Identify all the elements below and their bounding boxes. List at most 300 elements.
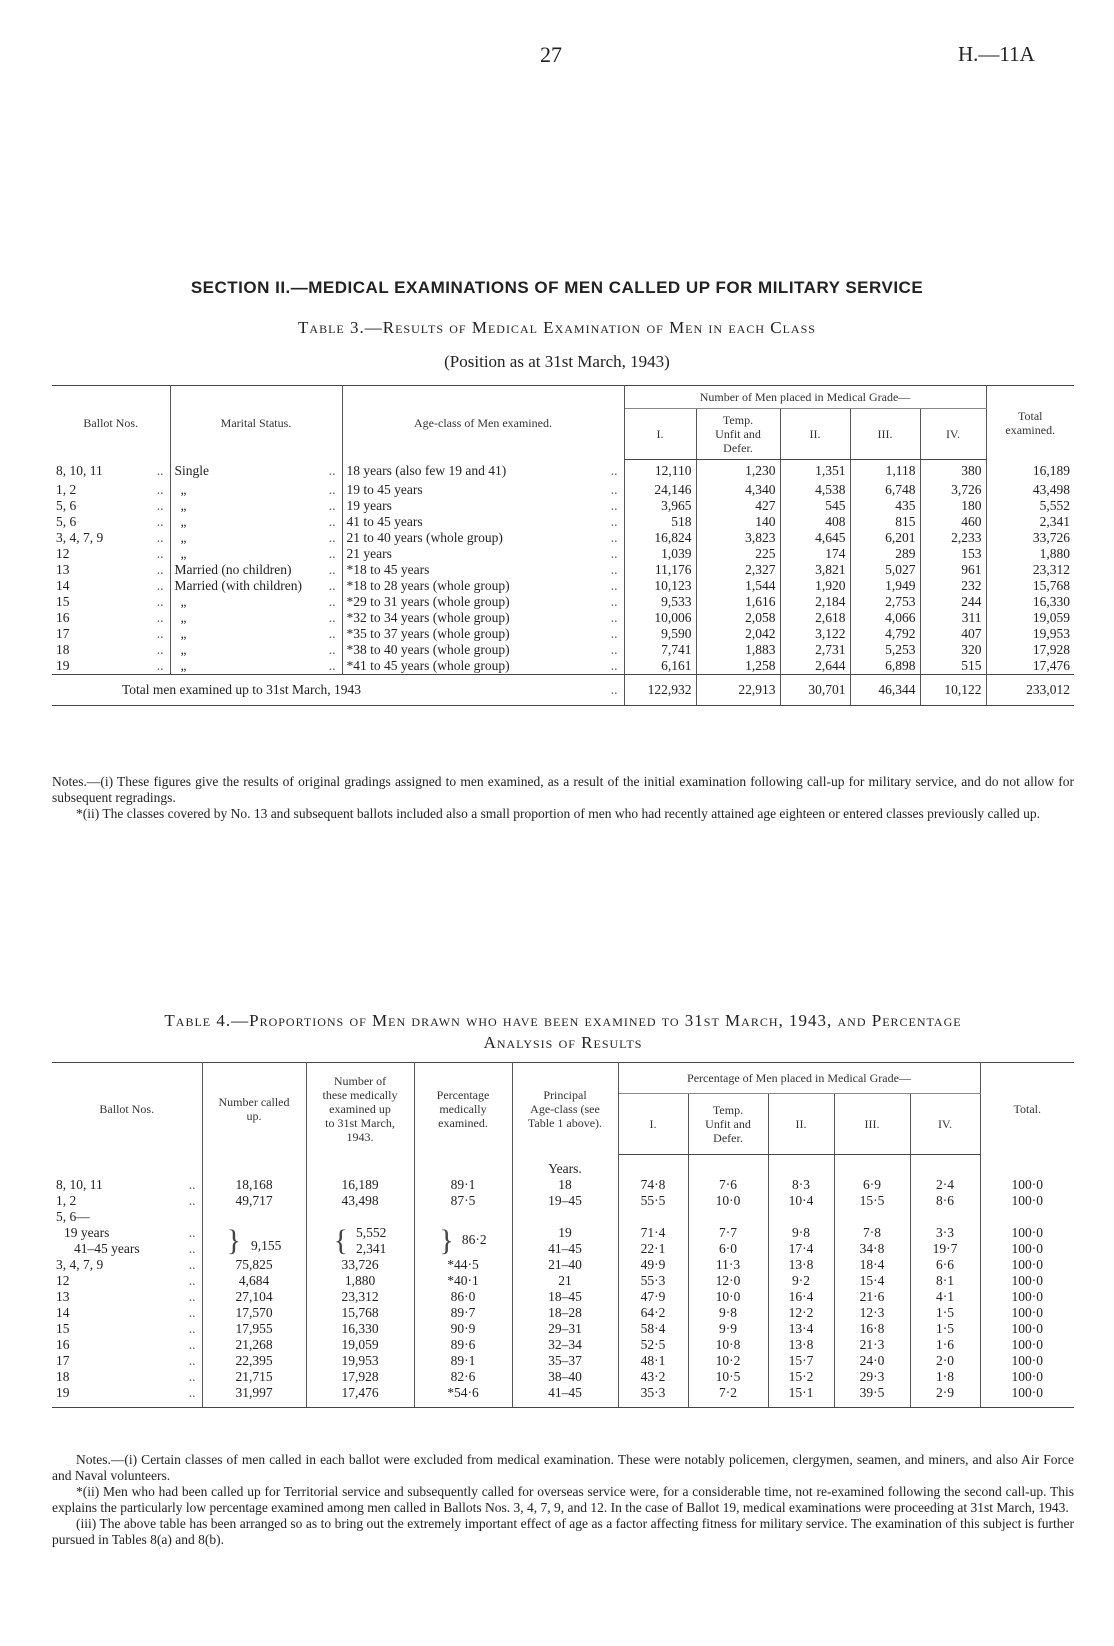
t4-temp-cell: 10·0 xyxy=(688,1289,768,1305)
table-row-group-label xyxy=(52,1209,1074,1225)
t3-temp-cell: 1,616 xyxy=(696,594,780,610)
t3-ballot-cell: 1, 2 .. xyxy=(52,482,170,498)
t4-header-ballot: Ballot Nos. xyxy=(52,1063,202,1155)
t3-g3-cell: 5,253 xyxy=(850,642,920,658)
t3-g4-cell: 407 xyxy=(920,626,986,642)
table-row xyxy=(52,1385,1074,1408)
t4-header-temp: Temp. Unfit and Defer. xyxy=(688,1094,768,1155)
t3-header-g1: I. xyxy=(624,409,696,460)
t3-temp-cell: 1,544 xyxy=(696,578,780,594)
t4-percentage-cell: 87·5 xyxy=(414,1193,512,1209)
t4-ballot-cell: 5, 6— xyxy=(52,1209,202,1225)
t3-g2-cell: 4,645 xyxy=(780,530,850,546)
t3-g1-cell: 10,123 xyxy=(624,578,696,594)
t3-marital-cell: Married (with children) .. xyxy=(170,578,342,594)
t3-g4-cell: 961 xyxy=(920,562,986,578)
t4-g1-cell: 55·3 xyxy=(618,1273,688,1289)
table-row xyxy=(52,1225,1074,1241)
t3-total-temp: 22,913 xyxy=(696,674,780,705)
t3-total-g2: 30,701 xyxy=(780,674,850,705)
t3-temp-cell: 2,327 xyxy=(696,562,780,578)
t4-g2-cell: 15·7 xyxy=(768,1353,834,1369)
t4-percentage-cell: } 86·2 xyxy=(414,1225,512,1257)
t3-ballot-cell: 14 .. xyxy=(52,578,170,594)
t3-g1-cell: 518 xyxy=(624,514,696,530)
t4-temp-cell: 9·9 xyxy=(688,1321,768,1337)
t3-marital-cell: „ .. xyxy=(170,514,342,530)
t4-percentage-cell: *44·5 xyxy=(414,1257,512,1273)
table-row xyxy=(52,498,1074,514)
t4-ballot-cell: 18 .. xyxy=(52,1369,202,1385)
t3-header-g4: IV. xyxy=(920,409,986,460)
t3-marital-cell: Married (no children) .. xyxy=(170,562,342,578)
t4-g4-cell: 1·5 xyxy=(910,1321,980,1337)
t3-g2-cell: 2,618 xyxy=(780,610,850,626)
t3-g4-cell: 180 xyxy=(920,498,986,514)
t4-percentage-cell: *54·6 xyxy=(414,1385,512,1408)
t3-age-cell: *38 to 40 years (whole group) .. xyxy=(342,642,624,658)
t3-ballot-cell: 5, 6 .. xyxy=(52,498,170,514)
t3-age-cell: 18 years (also few 19 and 41) .. xyxy=(342,460,624,482)
t4-total-cell: 100·0 xyxy=(1011,1336,1043,1352)
t4-age-cell: 19–45 xyxy=(512,1193,618,1209)
t4-g3-cell: 18·4 xyxy=(834,1257,910,1273)
t4-g4-cell: 1·8 xyxy=(910,1369,980,1385)
t4-g4-cell: 2·0 xyxy=(910,1353,980,1369)
t4-called-cell: 17,955 xyxy=(202,1321,306,1337)
t4-ballot-cell: 14 .. xyxy=(52,1305,202,1321)
t3-ballot-cell: 15 .. xyxy=(52,594,170,610)
t4-called-cell: 27,104 xyxy=(202,1289,306,1305)
t4-total-cell: 100·0 xyxy=(1011,1368,1043,1384)
t4-called-cell: 22,395 xyxy=(202,1353,306,1369)
t4-called-cell: 21,268 xyxy=(202,1337,306,1353)
t4-header-group: Percentage of Men placed in Medical Grade— xyxy=(618,1063,980,1094)
t4-g2-cell: 15·2 xyxy=(768,1369,834,1385)
t4-header-g3: III. xyxy=(834,1094,910,1155)
t4-age-cell: 19 xyxy=(512,1225,618,1241)
t3-temp-cell: 1,258 xyxy=(696,658,780,675)
t3-g4-cell: 244 xyxy=(920,594,986,610)
t4-ballot-cell: 8, 10, 11 .. xyxy=(52,1177,202,1193)
t3-g3-cell: 1,118 xyxy=(850,460,920,482)
t4-age-cell: 21–40 xyxy=(512,1257,618,1273)
t3-marital-cell: „ .. xyxy=(170,530,342,546)
t3-g3-cell: 6,201 xyxy=(850,530,920,546)
t4-age-cell: 18 xyxy=(512,1177,618,1193)
t4-examined-cell: 1,880 xyxy=(306,1273,414,1289)
t4-years-label: Years. xyxy=(512,1155,618,1177)
t3-g2-cell: 2,731 xyxy=(780,642,850,658)
t4-temp-cell: 6·0 xyxy=(688,1241,768,1257)
table3-notes xyxy=(52,774,1074,822)
t3-total-cell: 33,726 xyxy=(1032,529,1070,545)
t4-called-cell: 31,997 xyxy=(202,1385,306,1408)
t3-marital-cell: „ .. xyxy=(170,626,342,642)
table3-note-2: *(ii) The classes covered by No. 13 and subsequent ballots included also a small proportion of men who had recently attained age eighteen or entered classes previously called up. xyxy=(76,806,1040,821)
table-row xyxy=(52,530,1074,546)
t3-age-cell: *32 to 34 years (whole group) .. xyxy=(342,610,624,626)
t3-marital-cell: „ .. xyxy=(170,498,342,514)
t4-temp-cell: 10·2 xyxy=(688,1353,768,1369)
table-row xyxy=(52,1321,1074,1337)
t4-percentage-cell: 90·9 xyxy=(414,1321,512,1337)
t3-ballot-cell: 5, 6 .. xyxy=(52,514,170,530)
t3-total-cell: 1,880 xyxy=(1039,545,1070,561)
t4-age-cell: 38–40 xyxy=(512,1369,618,1385)
t4-g4-cell: 3·3 xyxy=(910,1225,980,1241)
t4-g3-cell: 6·9 xyxy=(834,1177,910,1193)
t4-g2-cell: 8·3 xyxy=(768,1177,834,1193)
t4-g4-cell: 2·4 xyxy=(910,1177,980,1193)
t4-header-percentage: Percentage medically examined. xyxy=(414,1063,512,1155)
t4-header-age: Principal Age-class (see Table 1 above). xyxy=(512,1063,618,1155)
t4-g2-cell: 15·1 xyxy=(768,1385,834,1408)
t4-empty-cell xyxy=(306,1209,414,1225)
t4-ballot-cell: 16 .. xyxy=(52,1337,202,1353)
t4-age-cell: 21 xyxy=(512,1273,618,1289)
t4-header-examined: Number of these medically examined up to 31st March, 1943. xyxy=(306,1063,414,1155)
t3-age-cell: *35 to 37 years (whole group) .. xyxy=(342,626,624,642)
t3-age-cell: *41 to 45 years (whole group) .. xyxy=(342,658,624,675)
t4-total-cell: 100·0 xyxy=(1011,1272,1043,1288)
t4-g3-cell: 24·0 xyxy=(834,1353,910,1369)
t3-g4-cell: 3,726 xyxy=(920,482,986,498)
table-row xyxy=(52,578,1074,594)
t4-percentage-cell: 89·1 xyxy=(414,1353,512,1369)
t4-examined-cell: 16,330 xyxy=(306,1321,414,1337)
t4-called-cell: 4,684 xyxy=(202,1273,306,1289)
t3-ballot-cell: 12 .. xyxy=(52,546,170,562)
t4-g3-cell: 29·3 xyxy=(834,1369,910,1385)
t3-header-marital: Marital Status. xyxy=(170,386,342,460)
t3-g2-cell: 1,351 xyxy=(780,460,850,482)
t4-g2-cell: 9·8 xyxy=(768,1225,834,1241)
t4-g1-cell: 35·3 xyxy=(618,1385,688,1408)
t4-called-cell: 21,715 xyxy=(202,1369,306,1385)
t3-g2-cell: 545 xyxy=(780,498,850,514)
t3-g2-cell: 1,920 xyxy=(780,578,850,594)
t3-g3-cell: 815 xyxy=(850,514,920,530)
t3-ballot-cell: 8, 10, 11 .. xyxy=(52,460,170,482)
t4-header-g4: IV. xyxy=(910,1094,980,1155)
t3-g3-cell: 1,949 xyxy=(850,578,920,594)
t4-examined-cell: 33,726 xyxy=(306,1257,414,1273)
t4-temp-cell: 10·5 xyxy=(688,1369,768,1385)
t4-g1-cell: 47·9 xyxy=(618,1289,688,1305)
t4-g1-cell: 74·8 xyxy=(618,1177,688,1193)
t4-age-cell: 35–37 xyxy=(512,1353,618,1369)
t4-g3-cell: 34·8 xyxy=(834,1241,910,1257)
t3-age-cell: *29 to 31 years (whole group) .. xyxy=(342,594,624,610)
t3-total-cell: 16,330 xyxy=(1032,593,1070,609)
t3-marital-cell: „ .. xyxy=(170,482,342,498)
t4-percentage-cell: 86·0 xyxy=(414,1289,512,1305)
t3-header-total: Total examined. xyxy=(986,386,1074,460)
t3-g3-cell: 4,792 xyxy=(850,626,920,642)
t4-g3-cell: 16·8 xyxy=(834,1321,910,1337)
t4-g3-cell: 39·5 xyxy=(834,1385,910,1408)
t4-examined-cell: 15,768 xyxy=(306,1305,414,1321)
table3 xyxy=(52,385,1074,706)
t4-g4-cell: 1·5 xyxy=(910,1305,980,1321)
table-row xyxy=(52,1305,1074,1321)
t4-examined-cell: 23,312 xyxy=(306,1289,414,1305)
t4-g3-cell: 21·6 xyxy=(834,1289,910,1305)
t3-g1-cell: 9,533 xyxy=(624,594,696,610)
t4-g3-cell: 12·3 xyxy=(834,1305,910,1321)
t3-temp-cell: 427 xyxy=(696,498,780,514)
table-row xyxy=(52,594,1074,610)
t3-g3-cell: 5,027 xyxy=(850,562,920,578)
t4-age-cell: 32–34 xyxy=(512,1337,618,1353)
t3-g4-cell: 232 xyxy=(920,578,986,594)
t3-temp-cell: 2,042 xyxy=(696,626,780,642)
t3-ballot-cell: 13 .. xyxy=(52,562,170,578)
t3-g1-cell: 24,146 xyxy=(624,482,696,498)
t3-g1-cell: 10,006 xyxy=(624,610,696,626)
t3-header-g2: II. xyxy=(780,409,850,460)
t3-total-cell: 19,953 xyxy=(1032,625,1070,641)
brace: } xyxy=(439,1223,454,1257)
t4-temp-cell: 11·3 xyxy=(688,1257,768,1273)
t3-age-cell: 21 to 40 years (whole group) .. xyxy=(342,530,624,546)
t4-age-cell: 18–45 xyxy=(512,1289,618,1305)
t3-g1-cell: 3,965 xyxy=(624,498,696,514)
t3-g3-cell: 4,066 xyxy=(850,610,920,626)
t3-ballot-cell: 17 .. xyxy=(52,626,170,642)
t3-g2-cell: 174 xyxy=(780,546,850,562)
t3-g1-cell: 11,176 xyxy=(624,562,696,578)
t3-marital-cell: „ .. xyxy=(170,658,342,675)
t3-total-cell: 43,498 xyxy=(1032,481,1070,497)
table-row xyxy=(52,1177,1074,1193)
t4-g4-cell: 8·1 xyxy=(910,1273,980,1289)
t3-g3-cell: 435 xyxy=(850,498,920,514)
table4-note-3: (iii) The above table has been arranged so as to bring out the extremely important effect of age as a factor affecting fitness for military service. The examination of this subject is further pursued in Tables 8(a) and 8(b). xyxy=(52,1516,1074,1547)
table-row xyxy=(52,1353,1074,1369)
t4-empty-cell xyxy=(688,1209,768,1225)
t4-empty-cell xyxy=(414,1209,512,1225)
table-row xyxy=(52,626,1074,642)
table3-note-1: Notes.—(i) These figures give the results of original gradings assigned to men examined, as a result of the initial examination following call-up for military service, and do not allow for subsequent regradings. xyxy=(52,774,1074,805)
t3-age-cell: *18 to 28 years (whole group) .. xyxy=(342,578,624,594)
t4-examined-cell: 17,476 xyxy=(306,1385,414,1408)
table-row xyxy=(52,610,1074,626)
t4-empty-cell xyxy=(512,1209,618,1225)
t4-ballot-cell: 19 years .. xyxy=(52,1225,202,1241)
t4-g1-cell: 22·1 xyxy=(618,1241,688,1257)
t3-g2-cell: 2,184 xyxy=(780,594,850,610)
t3-g1-cell: 1,039 xyxy=(624,546,696,562)
t4-g3-cell: 15·4 xyxy=(834,1273,910,1289)
t4-g2-cell: 17·4 xyxy=(768,1241,834,1257)
t4-empty-cell xyxy=(980,1209,1074,1225)
total-row xyxy=(52,674,1074,705)
t3-marital-cell: „ .. xyxy=(170,594,342,610)
table-row xyxy=(52,642,1074,658)
t3-age-cell: 21 years .. xyxy=(342,546,624,562)
t4-temp-cell: 7·2 xyxy=(688,1385,768,1408)
t3-total-cell: 19,059 xyxy=(1032,609,1070,625)
t3-header-group: Number of Men placed in Medical Grade— xyxy=(624,386,986,409)
t4-examined-cell: 19,059 xyxy=(306,1337,414,1353)
t3-g3-cell: 6,748 xyxy=(850,482,920,498)
table4-title: Table 4.—Proportions of Men drawn who have been examined to 31st March, 1943, and Percentage Analysis of Results xyxy=(164,1011,962,1052)
t3-total-cell: 2,341 xyxy=(1039,513,1070,529)
t3-g4-cell: 320 xyxy=(920,642,986,658)
t4-ballot-cell: 1, 2 .. xyxy=(52,1193,202,1209)
t3-marital-cell: „ .. xyxy=(170,610,342,626)
t3-g1-cell: 12,110 xyxy=(624,460,696,482)
t4-total-cell: 100·0 xyxy=(980,1385,1074,1408)
document-reference: H.—11A xyxy=(958,42,1035,66)
t3-ballot-cell: 3, 4, 7, 9 .. xyxy=(52,530,170,546)
t3-ballot-cell: 19 .. xyxy=(52,658,170,675)
t4-ballot-cell: 12 .. xyxy=(52,1273,202,1289)
t3-ballot-cell: 18 .. xyxy=(52,642,170,658)
t4-g1-cell: 52·5 xyxy=(618,1337,688,1353)
t3-temp-cell: 140 xyxy=(696,514,780,530)
table3-subtitle: (Position as at 31st March, 1943) xyxy=(444,352,670,371)
t3-total-g3: 46,344 xyxy=(850,674,920,705)
table-row xyxy=(52,546,1074,562)
t3-temp-cell: 225 xyxy=(696,546,780,562)
t4-g3-cell: 7·8 xyxy=(834,1225,910,1241)
t3-g2-cell: 408 xyxy=(780,514,850,530)
table-row xyxy=(52,1337,1074,1353)
t3-temp-cell: 2,058 xyxy=(696,610,780,626)
t4-examined-cell: 17,928 xyxy=(306,1369,414,1385)
t4-examined-cell: { 5,552 2,341 xyxy=(306,1225,414,1257)
t3-g1-cell: 16,824 xyxy=(624,530,696,546)
t4-g1-cell: 43·2 xyxy=(618,1369,688,1385)
t4-temp-cell: 10·8 xyxy=(688,1337,768,1353)
t4-total-cell: 100·0 xyxy=(1011,1304,1043,1320)
table4-note-1: Notes.—(i) Certain classes of men called in each ballot were excluded from medical examination. These were notably policemen, clergymen, seamen, and miners, and also Air Force and Naval volunteers. xyxy=(52,1452,1074,1483)
t4-temp-cell: 7·7 xyxy=(688,1225,768,1241)
t4-total-cell: 100·0 xyxy=(1011,1352,1043,1368)
t4-ballot-cell: 17 .. xyxy=(52,1353,202,1369)
t4-percentage-cell: 82·6 xyxy=(414,1369,512,1385)
t4-g2-cell: 13·8 xyxy=(768,1337,834,1353)
t3-total-g1: 122,932 xyxy=(624,674,696,705)
t4-g1-cell: 55·5 xyxy=(618,1193,688,1209)
t3-g4-cell: 2,233 xyxy=(920,530,986,546)
t3-marital-cell: Single .. xyxy=(170,460,342,482)
table-row xyxy=(52,460,1074,482)
table-row xyxy=(52,514,1074,530)
table-row xyxy=(52,1369,1074,1385)
t4-temp-cell: 7·6 xyxy=(688,1177,768,1193)
t4-g2-cell: 13·8 xyxy=(768,1257,834,1273)
t3-total-cell: 15,768 xyxy=(1032,577,1070,593)
t4-g4-cell: 19·7 xyxy=(910,1241,980,1257)
table-row xyxy=(52,482,1074,498)
t4-g2-cell: 10·4 xyxy=(768,1193,834,1209)
table-row xyxy=(52,1273,1074,1289)
t4-header-g1: I. xyxy=(618,1094,688,1155)
t3-marital-cell: „ .. xyxy=(170,546,342,562)
table3-title: Table 3.—Results of Medical Examination of Men in each Class xyxy=(298,318,816,337)
t3-header-age: Age-class of Men examined. xyxy=(342,386,624,460)
t3-g1-cell: 9,590 xyxy=(624,626,696,642)
t4-ballot-cell: 15 .. xyxy=(52,1321,202,1337)
t3-g4-cell: 515 xyxy=(920,658,986,675)
t4-total-cell: 100·0 xyxy=(1011,1224,1043,1240)
t3-total-cell: 5,552 xyxy=(1039,497,1070,513)
t3-age-cell: *18 to 45 years .. xyxy=(342,562,624,578)
t4-empty-cell xyxy=(834,1209,910,1225)
t4-g1-cell: 48·1 xyxy=(618,1353,688,1369)
t3-g2-cell: 3,821 xyxy=(780,562,850,578)
t3-age-cell: 41 to 45 years .. xyxy=(342,514,624,530)
t4-g4-cell: 1·6 xyxy=(910,1337,980,1353)
t4-age-cell: 41–45 xyxy=(512,1241,618,1257)
t4-ballot-cell: 3, 4, 7, 9 .. xyxy=(52,1257,202,1273)
t3-header-temp: Temp. Unfit and Defer. xyxy=(696,409,780,460)
t3-total-label: Total men examined up to 31st March, 1943 .. xyxy=(52,674,624,705)
t4-age-cell: 41–45 xyxy=(512,1385,618,1408)
t3-temp-cell: 4,340 xyxy=(696,482,780,498)
t3-age-cell: 19 to 45 years .. xyxy=(342,482,624,498)
t4-percentage-cell: *40·1 xyxy=(414,1273,512,1289)
t4-called-cell: 18,168 xyxy=(202,1177,306,1193)
t3-g2-cell: 4,538 xyxy=(780,482,850,498)
page-number: 27 xyxy=(540,42,562,67)
table-row xyxy=(52,562,1074,578)
t4-g1-cell: 49·9 xyxy=(618,1257,688,1273)
t4-called-cell: } 9,155 xyxy=(202,1225,306,1257)
t4-empty-cell xyxy=(768,1209,834,1225)
t4-age-cell: 29–31 xyxy=(512,1321,618,1337)
t4-g4-cell: 8·6 xyxy=(910,1193,980,1209)
brace: } xyxy=(226,1223,242,1257)
table4-notes xyxy=(52,1452,1074,1548)
t4-header-called: Number called up. xyxy=(202,1063,306,1155)
t4-g1-cell: 71·4 xyxy=(618,1225,688,1241)
t4-total-cell: 100·0 xyxy=(1011,1240,1043,1256)
t3-g3-cell: 289 xyxy=(850,546,920,562)
t3-g2-cell: 2,644 xyxy=(780,658,850,675)
t4-temp-cell: 9·8 xyxy=(688,1305,768,1321)
t4-g2-cell: 12·2 xyxy=(768,1305,834,1321)
t4-ballot-cell: 13 .. xyxy=(52,1289,202,1305)
table4 xyxy=(52,1062,1074,1408)
t4-g3-cell: 15·5 xyxy=(834,1193,910,1209)
t4-header-g2: II. xyxy=(768,1094,834,1155)
t4-g2-cell: 9·2 xyxy=(768,1273,834,1289)
t3-total-cell: 17,928 xyxy=(1032,641,1070,657)
t4-g4-cell: 2·9 xyxy=(910,1385,980,1408)
t3-g1-cell: 6,161 xyxy=(624,658,696,675)
t3-total-cell: 17,476 xyxy=(1032,657,1070,673)
t4-g1-cell: 64·2 xyxy=(618,1305,688,1321)
table-row xyxy=(52,1289,1074,1305)
t3-temp-cell: 3,823 xyxy=(696,530,780,546)
t3-header-ballot: Ballot Nos. xyxy=(52,386,170,460)
t3-g1-cell: 7,741 xyxy=(624,642,696,658)
t3-g3-cell: 2,753 xyxy=(850,594,920,610)
t3-total-total: 233,012 xyxy=(986,674,1074,705)
t4-ballot-cell: 41–45 years .. xyxy=(52,1241,202,1257)
t4-percentage-cell: 89·7 xyxy=(414,1305,512,1321)
t4-g3-cell: 21·3 xyxy=(834,1337,910,1353)
t3-g4-cell: 460 xyxy=(920,514,986,530)
t3-g2-cell: 3,122 xyxy=(780,626,850,642)
t4-g4-cell: 6·6 xyxy=(910,1257,980,1273)
t3-g4-cell: 311 xyxy=(920,610,986,626)
